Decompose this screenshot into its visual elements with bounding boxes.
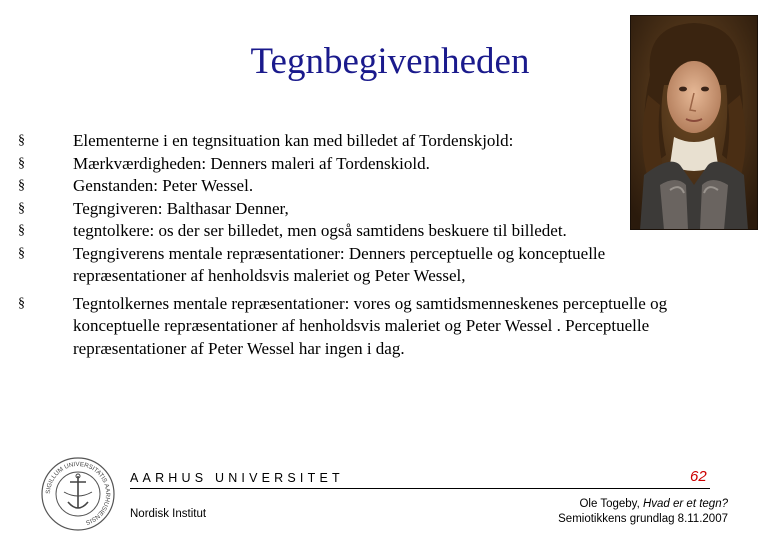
page-number: 62 xyxy=(690,468,707,485)
bullet-item: § Genstanden: Peter Wessel. xyxy=(18,175,718,198)
bullet-marker: § xyxy=(18,223,25,238)
svg-text:SIGILLUM UNIVERSITATIS AARHUSI: SIGILLUM UNIVERSITATIS AARHUSIENSIS xyxy=(44,460,112,526)
bullet-marker: § xyxy=(18,295,25,311)
bullet-marker: § xyxy=(18,245,25,261)
university-name: AARHUS UNIVERSITET xyxy=(130,471,344,485)
author-credit xyxy=(558,497,728,527)
bullet-list xyxy=(18,130,718,360)
bullet-item: § Tegngiverens mentale repræsentationer: Denners perceptuelle og konceptuelle repræsentationer af henholdsvis maleriet og Peter Wessel, xyxy=(18,243,606,285)
bullet-marker: § xyxy=(18,200,25,216)
bullet-marker: § xyxy=(18,133,25,148)
lecture-title: Hvad er et tegn? xyxy=(642,498,728,510)
bullet-item: § Tegngiveren: Balthasar Denner, xyxy=(18,198,718,221)
course-line: Semiotikkens grundlag 8.11.2007 xyxy=(558,513,728,525)
university-seal-logo xyxy=(40,456,116,532)
bullet-marker: § xyxy=(18,155,25,171)
bullet-item: § Elementerne i en tegnsituation kan med billedet af Tordenskjold: xyxy=(18,130,718,153)
slide-title: Tegnbegivenheden xyxy=(250,41,530,82)
bullet-marker: § xyxy=(18,178,25,193)
bullet-item: § Tegntolkernes mentale repræsentationer: vores og samtidsmenneskenes perceptuelle og konceptuelle repræsentationer af henholdsvis maleriet og Peter Wessel . Perceptuelle repræsentationer af Peter Wessel har ingen i dag. xyxy=(18,293,668,358)
author-name: Ole Togeby, xyxy=(579,498,643,510)
footer-divider xyxy=(130,488,710,489)
bullet-item: § Mærkværdigheden: Denners maleri af Tordenskiold. xyxy=(18,153,718,176)
bullet-item: § tegntolkere: os der ser billedet, men også samtidens beskuere til billedet. xyxy=(18,220,718,243)
institute-name: Nordisk Institut xyxy=(130,508,207,520)
